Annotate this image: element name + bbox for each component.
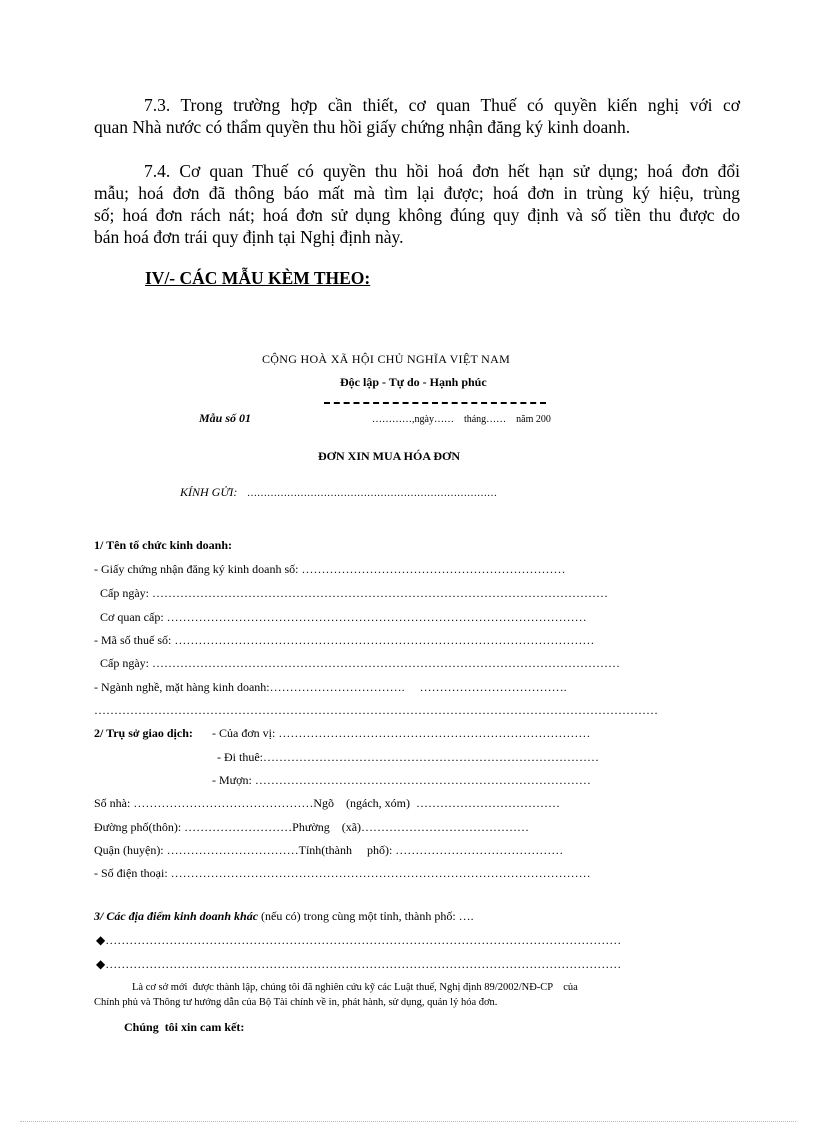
paragraph-7-4-line-4: bán hoá đơn trái quy định tại Nghị định này. — [94, 227, 404, 247]
addressee-field: ………………………………………………………………… — [247, 488, 497, 499]
form-title: ĐƠN XIN MUA HÓA ĐƠN — [318, 449, 461, 463]
own-premises-field: - Của đơn vị: …………………………………………………………………… — [212, 726, 591, 740]
section-3-title-text: 3/ Các địa điểm kinh doanh khác — [94, 909, 259, 923]
rented-premises-field: - Đi thuê:………………………………………………………………………… — [217, 750, 599, 764]
section-3-title-rest: (nếu có) trong cùng một tỉnh, thành phố: …. — [258, 909, 474, 923]
other-location-1: ◆………………………………………………………………………………………………………………… — [96, 933, 622, 947]
street-field: Đường phố(thôn): ………………………Phường (xã)…………………………………… — [94, 820, 530, 834]
national-motto: Độc lập - Tự do - Hạnh phúc — [340, 375, 487, 389]
closing-line-1: Là cơ sở mới được thành lập, chúng tôi đã nghiên cứu kỹ các Luật thuế, Nghị định 89/2002/NĐ-CP của — [132, 982, 578, 993]
commitment-heading: Chúng tôi xin cam kết: — [124, 1020, 245, 1034]
paragraph-7-3-line-2: quan Nhà nước có thẩm quyền thu hồi giấy chứng nhận đăng ký kinh doanh. — [94, 117, 631, 137]
motto-divider — [324, 402, 546, 404]
form-number: Mẫu số 01 — [199, 411, 252, 425]
paragraph-7-4 — [94, 160, 740, 248]
addressee-label: KÍNH GỬI: — [180, 485, 238, 499]
business-license-field: - Giấy chứng nhận đăng ký kinh doanh số: ………………………………………………………… — [94, 562, 566, 576]
tax-code-field: - Mã số thuế số: …………………………………………………………………………………………… — [94, 633, 595, 647]
national-title: CỘNG HOÀ XÃ HỘI CHỦ NGHĨA VIỆT NAM — [262, 352, 511, 366]
business-line-field: - Ngành nghề, mặt hàng kinh doanh:……………………………. ………………………………. — [94, 680, 567, 694]
section-1-title: 1/ Tên tổ chức kinh doanh: — [94, 538, 233, 552]
closing-line-2: Chính phủ và Thông tư hướng dẫn của Bộ Tài chính về in, phát hành, sử dụng, quản lý hóa đơn. — [94, 997, 498, 1008]
section-3-title — [94, 909, 474, 924]
paragraph-7-3-line-1: 7.3. Trong trường hợp cần thiết, cơ quan Thuế có quyền kiến nghị với cơ — [144, 95, 740, 115]
license-issue-date-field: Cấp ngày: …………………………………………………………………………………………………… — [94, 586, 608, 600]
issuing-authority-field: Cơ quan cấp: …………………………………………………………………………………………… — [94, 610, 587, 624]
date-line: …………,ngày…… tháng…… năm 200 — [372, 414, 551, 425]
section-heading: IV/- CÁC MẪU KÈM THEO: — [145, 268, 371, 288]
other-location-2: ◆………………………………………………………………………………………………………………… — [96, 957, 622, 971]
section-2-title: 2/ Trụ sở giao dịch: — [94, 726, 193, 740]
page-bottom-border — [20, 1121, 796, 1122]
house-number-field: Số nhà: ………………………………………Ngõ (ngách, xóm) ……………………………… — [94, 796, 560, 810]
phone-field: - Số điện thoại: …………………………………………………………………………………………… — [94, 866, 591, 880]
paragraph-7-4-line-2: mẫu; hoá đơn đã thông báo mất mà tìm lại được; hoá đơn in trùng ký hiệu, trùng — [94, 183, 740, 203]
paragraph-7-4-line-1: 7.4. Cơ quan Thuế có quyền thu hồi hoá đơn hết hạn sử dụng; hoá đơn đổi — [144, 161, 740, 181]
business-line-continuation: …………………………………………………………………………………………………………………………… — [94, 703, 658, 717]
paragraph-7-3 — [94, 94, 740, 138]
borrowed-premises-field: - Mượn: ………………………………………………………………………… — [212, 773, 591, 787]
tax-issue-date-field: Cấp ngày: ……………………………………………………………………………………………………… — [94, 656, 620, 670]
district-field: Quận (huyện): ……………………………Tỉnh(thành phố): …………………………………… — [94, 843, 564, 857]
paragraph-7-4-line-3: số; hoá đơn rách nát; hoá đơn sử dụng không đúng quy định và số tiền thu được do — [94, 205, 740, 225]
